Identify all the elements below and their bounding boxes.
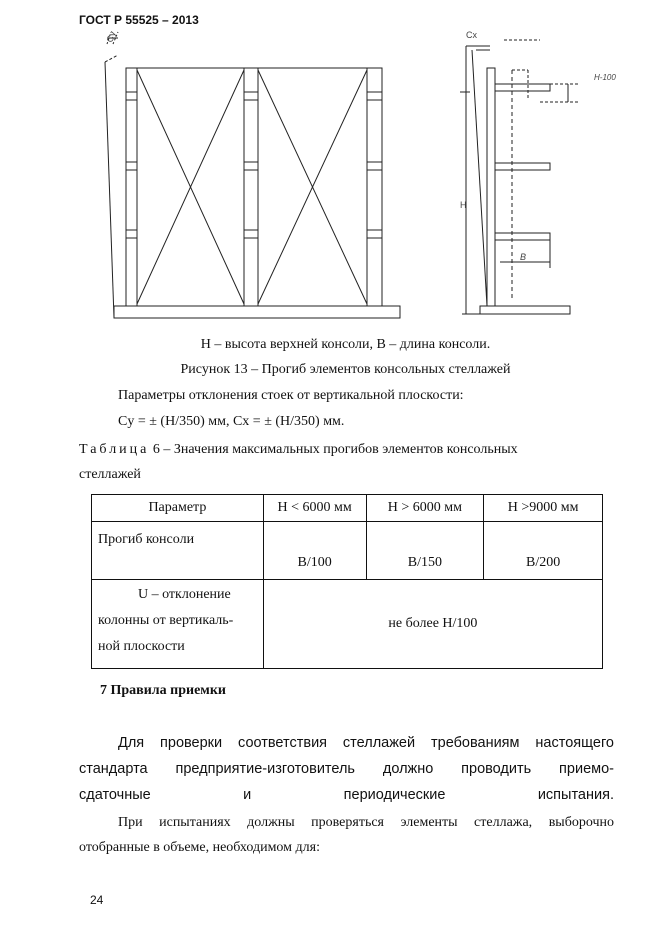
section-title: 7 Правила приемки: [100, 683, 226, 698]
section-paragraph-2: [79, 810, 614, 860]
rack-frame-outline: [126, 68, 382, 306]
params-intro: Параметры отклонения стоек от вертикальной плоскости:: [118, 388, 464, 403]
table-row: [92, 522, 603, 580]
cy-label: Cy: [104, 29, 118, 44]
console-bottom: [495, 233, 550, 240]
console-top: [495, 84, 550, 91]
table-caption: [79, 442, 518, 458]
table-header-row: [92, 495, 603, 522]
paragraph-line: стандарта предприятие-изготовитель должно проводить приемо-: [79, 761, 614, 777]
table-caption-cont: стеллажей: [79, 467, 141, 482]
table-row: [92, 580, 603, 669]
rack-base: [114, 306, 400, 318]
deflection-table: [91, 494, 603, 669]
cx-label: Cx: [466, 30, 477, 40]
b-label: B: [520, 252, 527, 262]
label-line: колонны от вертикаль-: [98, 613, 234, 628]
paragraph-line: отобранные в объеме, необходимом для:: [79, 840, 320, 855]
section-paragraph-1: [79, 730, 614, 808]
page-number: 24: [90, 893, 104, 907]
side-base: [480, 306, 570, 314]
header-h-gt-9000: H >9000 мм: [484, 495, 603, 522]
paragraph-text: При испытаниях должны проверяться элементы стеллажа, выборочно: [118, 815, 614, 830]
header-parameter: Параметр: [92, 495, 264, 522]
params-formula: Cy = ± (H/350) мм, Cx = ± (H/350) мм.: [118, 414, 345, 429]
row-label-console-deflection: Прогиб консоли: [92, 522, 264, 580]
document-header: ГОСТ Р 55525 – 2013: [79, 13, 199, 27]
column-side: [487, 68, 495, 306]
cell-max-h100: не более H/100: [263, 580, 602, 669]
h-label: H: [460, 200, 467, 210]
figure-legend: H – высота верхней консоли, B – длина консоли.: [200, 337, 491, 352]
paragraph-line: [79, 730, 614, 756]
figure-caption: Рисунок 13 – Прогиб элементов консольных стеллажей: [180, 362, 511, 377]
figure-13-drawing: [0, 0, 661, 330]
header-h-gt-6000: H > 6000 мм: [366, 495, 484, 522]
paragraph-line: [79, 810, 614, 835]
console-mid: [495, 163, 550, 170]
paragraph-text: Для проверки соответствия стеллажей требованиям настоящего: [118, 735, 614, 751]
table-caption-text: 6 – Значения максимальных прогибов элементов консольных: [149, 442, 518, 457]
table-caption-word: Таблица: [79, 442, 150, 457]
cell-b200: B/200: [484, 522, 603, 580]
label-line: ной плоскости: [98, 639, 185, 654]
label-line: U – отклонение: [138, 587, 231, 602]
row-label-column-deviation: [92, 580, 264, 669]
paragraph-line: сдаточные и периодические испытания.: [79, 787, 614, 803]
cell-b150: B/150: [366, 522, 484, 580]
cell-b100: B/100: [263, 522, 366, 580]
header-h-lt-6000: H < 6000 мм: [263, 495, 366, 522]
h-top-label: H-100: [594, 73, 616, 82]
